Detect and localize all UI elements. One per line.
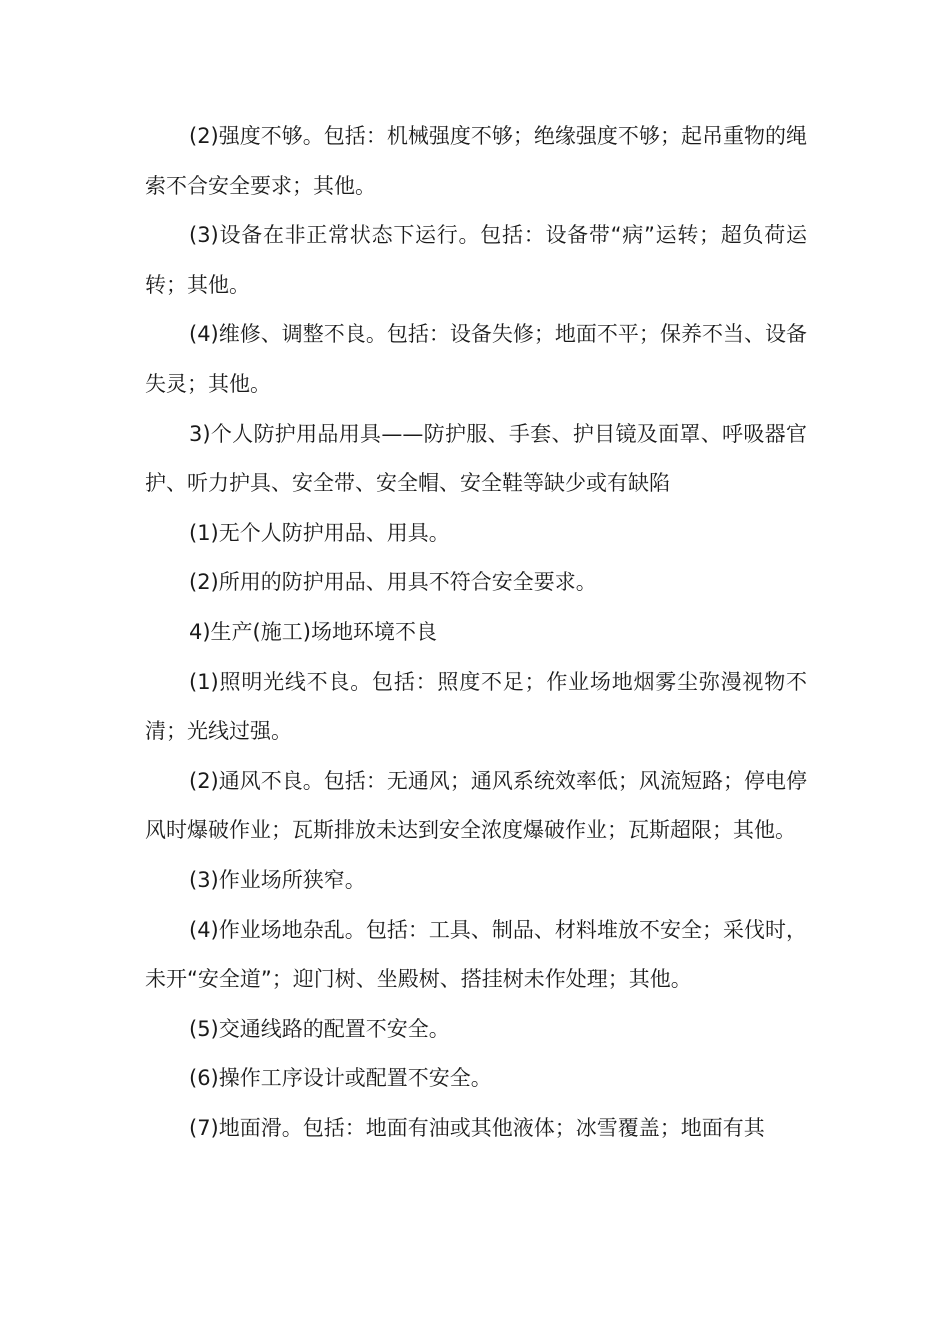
paragraph: (2)所用的防护用品、用具不符合安全要求。: [189, 570, 597, 595]
section-heading: 4)生产(施工)场地环境不良: [189, 619, 437, 644]
paragraph: (6)操作工序设计或配置不安全。: [189, 1066, 492, 1091]
paragraph: (5)交通线路的配置不安全。: [189, 1016, 450, 1041]
paragraph: (2)通风不良。包括：无通风；通风系统效率低；风流短路；停电停风时爆破作业；瓦斯排放未达到安全浓度爆破作业；瓦斯超限；其他。: [145, 768, 807, 843]
paragraph: (4)作业场地杂乱。包括：工具、制品、材料堆放不安全；采伐时，未开“安全道”；迎门树、坐殿树、搭挂树未作处理；其他。: [145, 917, 807, 992]
paragraph: 3)个人防护用品用具——防护服、手套、护目镜及面罩、呼吸器官护、听力护具、安全带、安全帽、安全鞋等缺少或有缺陷: [145, 421, 807, 496]
paragraph: (2)强度不够。包括：机械强度不够；绝缘强度不够；起吊重物的绳索不合安全要求；其他。: [145, 124, 807, 198]
paragraph: (1)照明光线不良。包括：照度不足；作业场地烟雾尘弥漫视物不清；光线过强。: [145, 669, 807, 744]
paragraph: (1)无个人防护用品、用具。: [189, 520, 450, 545]
paragraph: (3)设备在非正常状态下运行。包括：设备带“病”运转；超负荷运转；其他。: [145, 223, 807, 297]
paragraph: (3)作业场所狭窄。: [189, 867, 366, 892]
document-body: [145, 112, 807, 1153]
paragraph: (4)维修、调整不良。包括：设备失修；地面不平；保养不当、设备失灵；其他。: [145, 322, 807, 396]
paragraph: (7)地面滑。包括：地面有油或其他液体；冰雪覆盖；地面有其: [189, 1115, 765, 1140]
